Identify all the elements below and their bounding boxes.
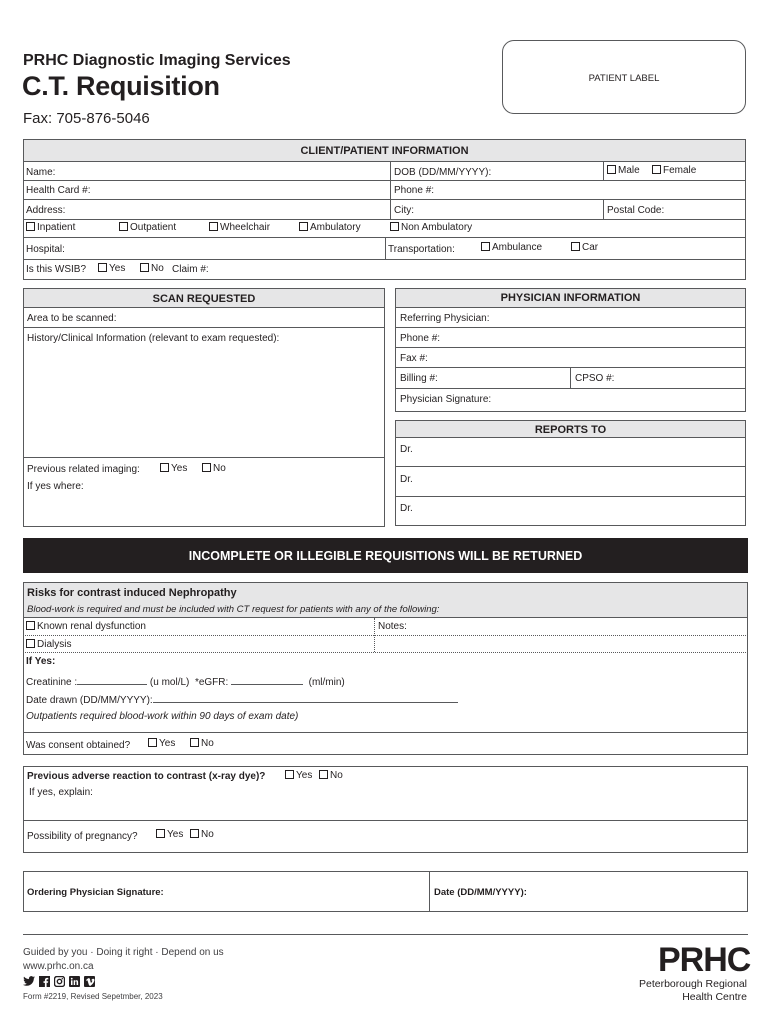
non-ambulatory-checkbox[interactable]: Non Ambulatory [390,222,472,233]
outpatient-checkbox[interactable]: Outpatient [119,222,176,233]
adverse-explain-field[interactable]: If yes, explain: [29,787,93,798]
signature-date-field[interactable]: Date (DD/MM/YYYY): [434,887,527,898]
physician-signature-field[interactable]: Physician Signature: [400,394,492,405]
logo-line-2: Health Centre [682,991,747,1003]
ambulatory-checkbox[interactable]: Ambulatory [299,222,361,233]
adverse-question: Previous adverse reaction to contrast (x-ray dye)? [27,771,266,782]
website-link[interactable]: www.prhc.on.ca [23,961,94,972]
referring-physician-field[interactable]: Referring Physician: [400,313,490,324]
consent-no-checkbox[interactable]: No [190,738,214,749]
patient-label-text: PATIENT LABEL [588,73,660,84]
pregnancy-label: Possibility of pregnancy? [27,831,138,842]
creatinine-row[interactable]: Creatinine : (u mol/L) *eGFR: (ml/min) [26,677,345,688]
phone-field[interactable]: Phone #: [394,185,435,196]
hospital-field[interactable]: Hospital: [26,244,65,255]
dob-field[interactable]: DOB (DD/MM/YYYY): [394,167,492,178]
adverse-yes-checkbox[interactable]: Yes [285,770,312,781]
notes-field[interactable]: Notes: [378,621,407,632]
pregnancy-no-checkbox[interactable]: No [190,829,214,840]
billing-field[interactable]: Billing #: [400,373,438,384]
health-card-field[interactable]: Health Card #: [26,185,91,196]
fax-number: Fax: 705-876-5046 [23,110,150,127]
known-renal-checkbox[interactable]: Known renal dysfunction [26,621,146,632]
pregnancy-yes-checkbox[interactable]: Yes [156,829,183,840]
social-icons [23,976,95,987]
wsib-no-checkbox[interactable]: No [140,263,164,274]
previous-imaging-yes-checkbox[interactable]: Yes [160,463,187,474]
wsib-yes-checkbox[interactable]: Yes [98,263,125,274]
outpatients-note: Outpatients required blood-work within 90 days of exam date) [26,711,299,722]
facebook-icon[interactable] [39,976,50,987]
physician-phone-field[interactable]: Phone #: [400,333,441,344]
org-name: PRHC Diagnostic Imaging Services [23,52,291,69]
risks-heading: Risks for contrast induced Nephropathy [27,587,237,599]
instagram-icon[interactable] [54,976,65,987]
cpso-field[interactable]: CPSO #: [575,373,615,384]
if-yes-where-field[interactable]: If yes where: [27,481,84,492]
history-field[interactable]: History/Clinical Information (relevant to exam requested): [27,333,280,344]
wsib-label: Is this WSIB? [26,264,87,275]
claim-field[interactable]: Claim #: [172,264,209,275]
female-checkbox[interactable]: Female [652,165,696,176]
address-field[interactable]: Address: [26,205,66,216]
physician-fax-field[interactable]: Fax #: [400,353,428,364]
scan-heading: SCAN REQUESTED [24,289,384,308]
tagline: Guided by you · Doing it right · Depend on us [23,947,224,958]
ordering-physician-signature-field[interactable]: Ordering Physician Signature: [27,887,164,898]
linkedin-icon[interactable] [69,976,80,987]
consent-yes-checkbox[interactable]: Yes [148,738,175,749]
previous-imaging-label: Previous related imaging: [27,464,140,475]
date-drawn-field[interactable]: Date drawn (DD/MM/YYYY): [26,693,458,706]
page-title: C.T. Requisition [22,71,220,101]
transportation-label: Transportation: [388,244,455,255]
dialysis-checkbox[interactable]: Dialysis [26,639,71,650]
adverse-no-checkbox[interactable]: No [319,770,343,781]
risks-subheading: Blood-work is required and must be included with CT request for patients with any of the following: [27,604,440,615]
client-heading: CLIENT/PATIENT INFORMATION [24,140,745,162]
prhc-logo: PRHC [658,941,751,979]
vimeo-icon[interactable] [84,976,95,987]
warning-banner: INCOMPLETE OR ILLEGIBLE REQUISITIONS WILL BE RETURNED [23,538,748,573]
name-field[interactable]: Name: [26,167,56,178]
report-dr-3[interactable]: Dr. [400,503,413,514]
car-checkbox[interactable]: Car [571,242,598,253]
physician-heading: PHYSICIAN INFORMATION [396,289,745,307]
inpatient-checkbox[interactable]: Inpatient [26,222,75,233]
reports-heading: REPORTS TO [396,421,745,438]
if-yes-label: If Yes: [26,656,56,667]
logo-line-1: Peterborough Regional [639,978,747,990]
wheelchair-checkbox[interactable]: Wheelchair [209,222,270,233]
male-checkbox[interactable]: Male [607,165,640,176]
city-field[interactable]: City: [394,205,414,216]
consent-label: Was consent obtained? [26,740,131,751]
report-dr-1[interactable]: Dr. [400,444,413,455]
postal-code-field[interactable]: Postal Code: [607,205,665,216]
area-scanned-field[interactable]: Area to be scanned: [27,313,117,324]
twitter-icon[interactable] [23,976,35,987]
previous-imaging-no-checkbox[interactable]: No [202,463,226,474]
ambulance-checkbox[interactable]: Ambulance [481,242,542,253]
report-dr-2[interactable]: Dr. [400,474,413,485]
form-number: Form #2219, Revised Sepetmber, 2023 [23,992,163,1001]
patient-label-box [502,40,746,114]
